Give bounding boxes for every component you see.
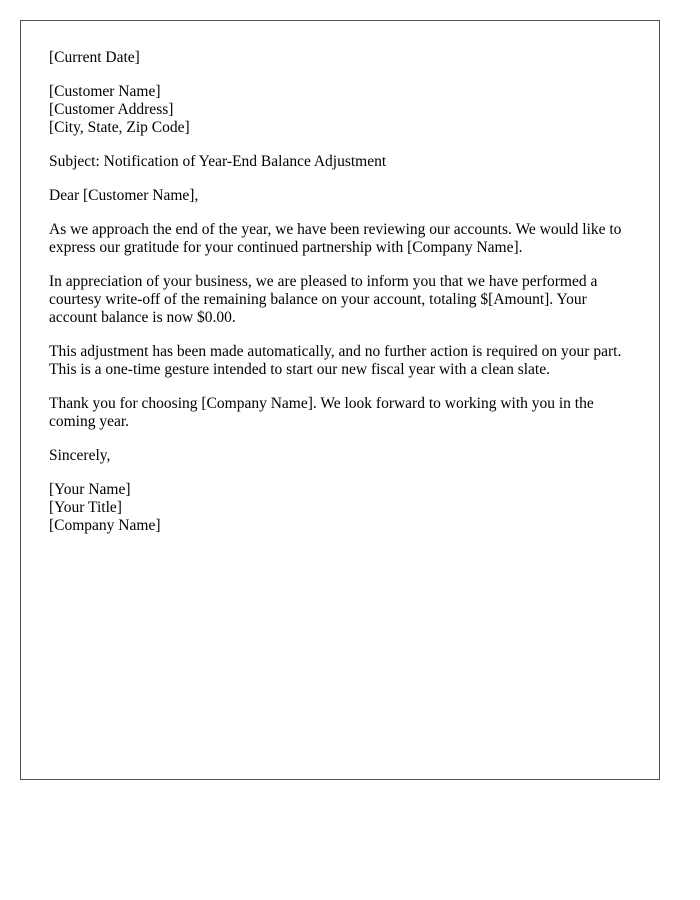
body-paragraph-2: In appreciation of your business, we are pleased to inform you that we have performed a courtesy write-off of the remaining balance on your account, totaling $[Amount]. Your account balance is now $0.00. xyxy=(49,273,598,326)
subject-block xyxy=(49,153,633,171)
signature-title: [Your Title] xyxy=(49,499,122,516)
letter-body xyxy=(49,49,633,551)
signature-name: [Your Name] xyxy=(49,481,131,498)
recipient-address: [Customer Address] xyxy=(49,101,174,118)
body-paragraph-1: As we approach the end of the year, we have been reviewing our accounts. We would like to express our gratitude for your continued partnership with [Company Name]. xyxy=(49,221,622,256)
date-block xyxy=(49,49,633,67)
letter-page xyxy=(20,20,660,780)
signature-company: [Company Name] xyxy=(49,517,161,534)
signature-block xyxy=(49,481,633,535)
body-paragraph-4: Thank you for choosing [Company Name]. We look forward to working with you in the coming year. xyxy=(49,395,594,430)
letter-salutation: Dear [Customer Name], xyxy=(49,187,199,204)
letter-date: [Current Date] xyxy=(49,49,140,66)
letter-subject: Subject: Notification of Year-End Balance Adjustment xyxy=(49,153,387,170)
letter-closing: Sincerely, xyxy=(49,447,111,464)
recipient-city-state-zip: [City, State, Zip Code] xyxy=(49,119,190,136)
recipient-block xyxy=(49,83,633,137)
recipient-name: [Customer Name] xyxy=(49,83,161,100)
closing-block xyxy=(49,447,633,465)
body-paragraph-3: This adjustment has been made automatically, and no further action is required on your part. This is a one-time gesture intended to start our new fiscal year with a clean slate. xyxy=(49,343,622,378)
salutation-block xyxy=(49,187,633,205)
